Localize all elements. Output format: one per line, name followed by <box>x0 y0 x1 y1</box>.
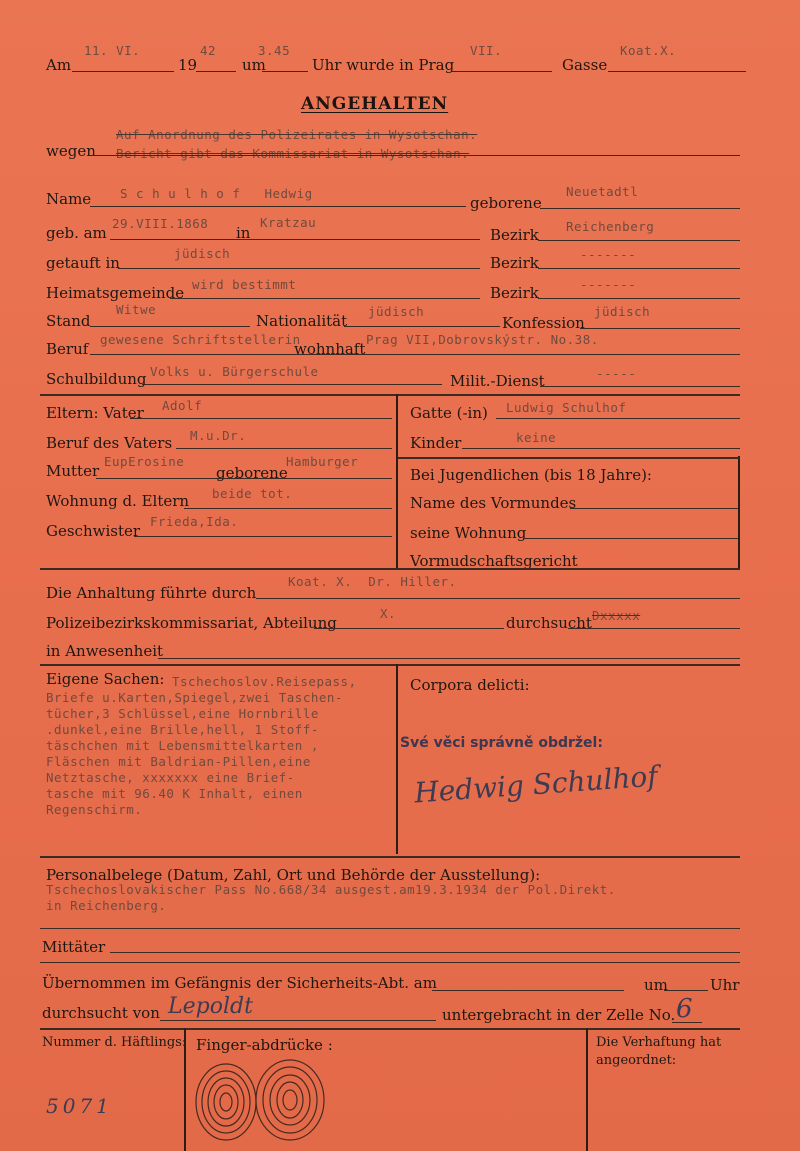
uhr-label: Uhr wurde in Prag <box>312 56 455 74</box>
bezirk1-label: Bezirk <box>490 226 539 244</box>
uebernommen-uhr: Uhr <box>710 976 740 994</box>
milit-value: ----- <box>596 366 637 381</box>
gebam-label: geb. am <box>46 224 107 242</box>
schul-label: Schulbildung <box>46 370 147 388</box>
vater-value: Adolf <box>162 398 203 413</box>
vormund-label: Name des Vormundes <box>410 494 577 512</box>
anh-durchsucht-value: Dxxxxx <box>592 608 641 623</box>
konf-value: jüdisch <box>594 304 651 319</box>
receipt-stamp: Své věci správně obdržel: <box>400 735 603 751</box>
vater-label: Eltern: Vater <box>46 404 144 422</box>
sachen-line: tasche mit 96.40 K Inhalt, einen <box>46 786 303 801</box>
heimat-label: Heimatsgemeinde <box>46 284 185 302</box>
year-prefix: 19 <box>178 56 198 74</box>
geb2-value: Hamburger <box>286 454 359 469</box>
mutter-label: Mutter <box>46 462 100 480</box>
bezirk2-label: Bezirk <box>490 254 539 272</box>
inmate-number: 5071 <box>46 1094 113 1118</box>
bezirk2-value: ------- <box>580 247 637 262</box>
wohnung-value: beide tot. <box>212 486 293 501</box>
uebernommen-um: um <box>644 976 668 994</box>
wegen-label: wegen <box>46 142 96 160</box>
kinder-label: Kinder <box>410 434 462 452</box>
gatte-value: Ludwig Schulhof <box>506 400 627 415</box>
sachen-line: Tschechoslov.Reisepass, <box>172 674 357 689</box>
kommiss-value: X. <box>380 606 397 621</box>
gasse-label: Gasse <box>562 56 608 74</box>
konf-label: Konfession <box>502 314 585 332</box>
sachen-line: Regenschirm. <box>46 802 143 817</box>
bezirk3-value: ------- <box>580 277 637 292</box>
fingerprint-image <box>186 1050 336 1150</box>
am-value: 11. VI. <box>84 43 141 58</box>
belege-label: Personalbelege (Datum, Zahl, Ort und Behörde der Ausstellung): <box>46 866 541 884</box>
page-title: ANGEHALTEN <box>301 94 449 114</box>
sachen-line: Netztasche, xxxxxxx eine Brief- <box>46 770 295 785</box>
finger-label: Finger-abdrücke : <box>196 1036 333 1054</box>
verhaftung-label: Die Verhaftung hat angeordnet: <box>596 1035 722 1068</box>
sachen-line: .dunkel,eine Brille,hell, 1 Stoff- <box>46 722 319 737</box>
corpora-label: Corpora delicti: <box>410 676 530 694</box>
sachen-label: Eigene Sachen: <box>46 670 165 688</box>
beruf-value: gewesene Schriftstellerin <box>100 332 301 347</box>
geborene-value: Neuetadtl <box>566 184 639 199</box>
uebernommen-label: Übernommen im Gefängnis der Sicherheits-Abt. am <box>42 974 437 992</box>
getauft-label: getauft in <box>46 254 120 272</box>
heimat-value: wird bestimmt <box>192 277 297 292</box>
belege-line1: Tschechoslovakischer Pass No.668/34 ausgest.am19.3.1934 der Pol.Direkt. <box>46 882 616 897</box>
in-label: in <box>236 224 251 242</box>
sachen-line: Fläschen mit Baldrian-Pillen,eine <box>46 754 311 769</box>
durchsucht-signature: Lepoldt <box>168 994 253 1019</box>
wegen-line1: Auf Anordnung des Polizeirates in Wysotschan. <box>116 127 478 142</box>
schul-value: Volks u. Bürgerschule <box>150 364 319 379</box>
nummer-label: Nummer d. Häftlings: <box>42 1035 187 1050</box>
gericht-label: Vormudschaftsgericht <box>410 552 578 570</box>
signature: Hedwig Schulhof <box>413 759 659 810</box>
name-value: S c h u l h o f Hedwig <box>120 186 313 201</box>
in-value: Kratzau <box>260 215 317 230</box>
belege-line2: in Reichenberg. <box>46 898 167 913</box>
gebam-value: 29.VIII.1868 <box>112 216 209 231</box>
mittaeter-label: Mittäter <box>42 938 106 956</box>
beruf-vater-label: Beruf des Vaters <box>46 434 173 452</box>
geschw-label: Geschwister <box>46 522 141 540</box>
zelle-label: untergebracht in der Zelle No. <box>442 1006 676 1024</box>
wohnung-label: Wohnung d. Eltern <box>46 492 190 510</box>
nation-label: Nationalität <box>256 312 348 330</box>
anh-durchsucht-label: durchsucht <box>506 614 592 632</box>
wohnhaft-value: Prag VII,Dobrovskýstr. No.38. <box>366 332 599 347</box>
time-value: 3.45 <box>258 43 291 58</box>
anh-durch-label: Die Anhaltung führte durch <box>46 584 257 602</box>
mutter-value: EupErosine <box>104 454 185 469</box>
wegen-line2: Bericht gibt das Kommissariat in Wysotschan. <box>116 146 470 161</box>
durchsucht-von-label: durchsucht von <box>42 1004 160 1022</box>
beruf-label: Beruf <box>46 340 89 358</box>
geborene-label: geborene <box>470 194 542 212</box>
year-value: 42 <box>200 43 217 58</box>
bezirk1-value: Reichenberg <box>566 219 655 234</box>
stand-value: Witwe <box>116 302 157 317</box>
zelle-value: 6 <box>676 994 693 1024</box>
gasse-value: Koat.X. <box>620 43 677 58</box>
anwesen-label: in Anwesenheit <box>46 642 164 660</box>
getauft-value: jüdisch <box>174 246 231 261</box>
um-label: um <box>242 56 266 74</box>
sachen-line: tücher,3 Schlüssel,eine Hornbrille <box>46 706 319 721</box>
gatte-label: Gatte (-in) <box>410 404 488 422</box>
sachen-line: Briefe u.Karten,Spiegel,zwei Taschen- <box>46 690 343 705</box>
anh-durch-value: Koat. X. Dr. Hiller. <box>288 574 457 589</box>
wohnhaft-label: wohnhaft <box>294 340 366 358</box>
stand-label: Stand <box>46 312 91 330</box>
jugend-label: Bei Jugendlichen (bis 18 Jahre): <box>410 466 652 484</box>
geb2-label: geborene <box>216 464 288 482</box>
beruf-vater-value: M.u.Dr. <box>190 428 247 443</box>
sachen-line: täschchen mit Lebensmittelkarten , <box>46 738 319 753</box>
kinder-value: keine <box>516 430 557 445</box>
am-label: Am <box>46 56 72 74</box>
milit-label: Milit.-Dienst <box>450 372 545 390</box>
bezirk3-label: Bezirk <box>490 284 539 302</box>
kommiss-label: Polizeibezirkskommissariat, Abteilung <box>46 614 337 632</box>
seine-label: seine Wohnung <box>410 524 527 542</box>
geschw-value: Frieda,Ida. <box>150 514 239 529</box>
prag-value: VII. <box>470 43 503 58</box>
name-label: Name <box>46 190 92 208</box>
nation-value: jüdisch <box>368 304 425 319</box>
